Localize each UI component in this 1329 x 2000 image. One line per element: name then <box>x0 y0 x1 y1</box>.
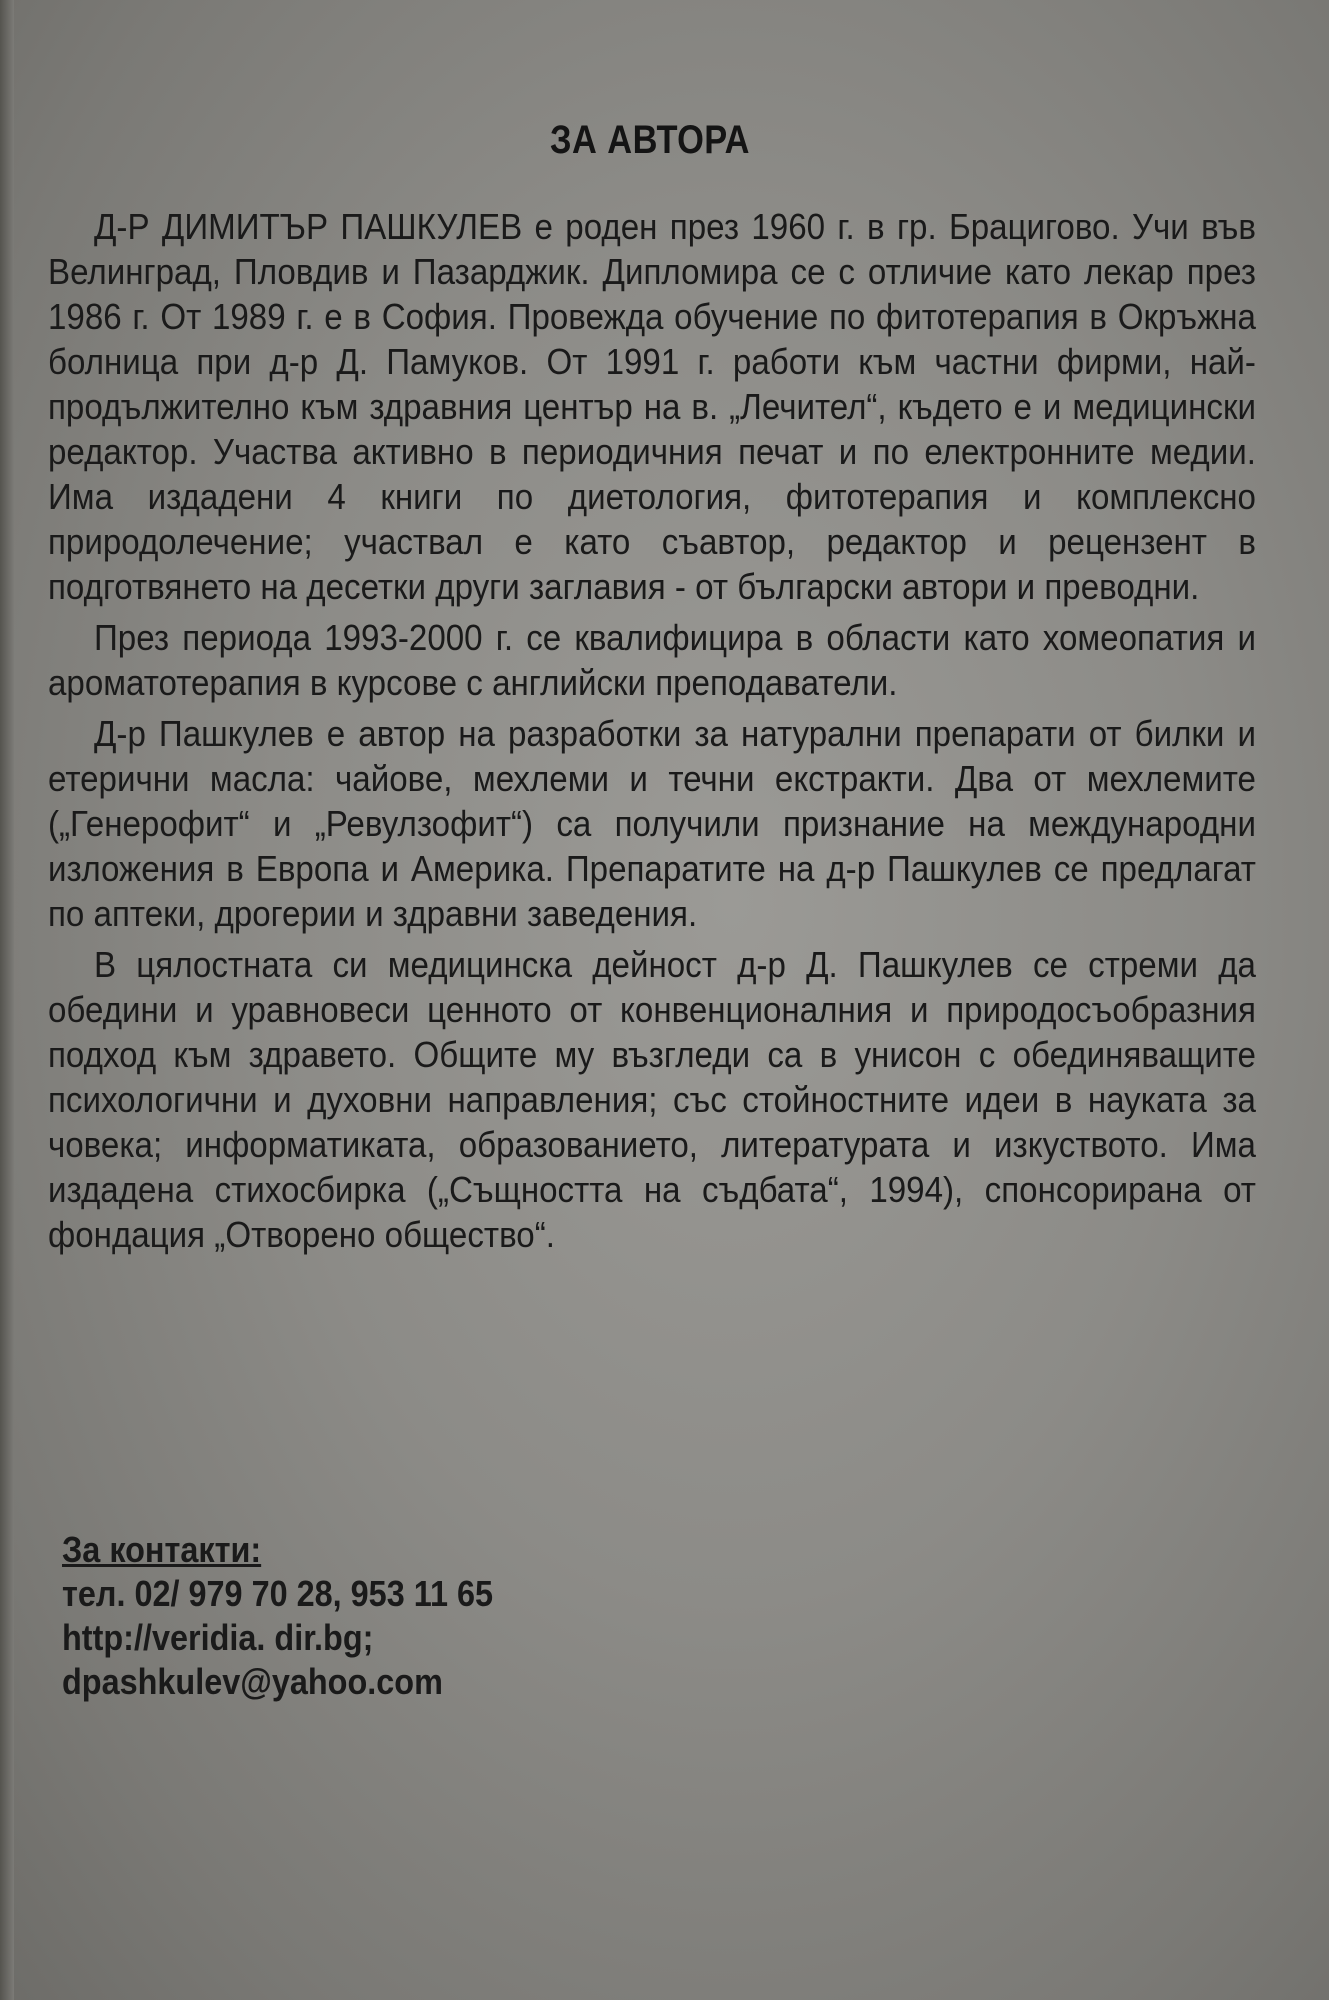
contacts-email: dpashkulev@yahoo.com <box>62 1661 443 1702</box>
page-edge <box>0 0 14 2000</box>
contacts-block <box>62 1528 493 1704</box>
bio-paragraph-1: Д-Р ДИМИТЪР ПАШКУЛЕВ е роден през 1960 г. в гр. Брацигово. Учи във Велинград, Пловдив и Пазарджик. Дипломира се с отличие като лекар през 1986 г. От 1989 г. е в София. Провежда обучение по фитотерапия в Окръжна болница при д-р Д. Памуков. От 1991 г. работи към частни фирми, най-продължително към здравния център на в. „Лечител“, където е и медицински редактор. Участва активно в периодичния печат и по електронните медии. Има издадени 4 книги по диетология, фитотерапия и комплексно природолечение; участвал е като съавтор, редактор и рецензент в подготвянето на десетки други заглавия - от български автори и преводни. <box>48 206 1256 607</box>
contacts-website: http://veridia. dir.bg; <box>62 1617 374 1658</box>
page-heading: ЗА АВТОРА <box>550 118 750 162</box>
contacts-phone: тел. 02/ 979 70 28, 953 11 65 <box>62 1573 494 1614</box>
contacts-title: За контакти: <box>62 1529 262 1570</box>
bio-paragraph-4: В цялостната си медицинска дейност д-р Д. Пашкулев се стреми да обедини и уравновеси ценното от конвенционалния и природосъобразния подход към здравето. Общите му възгледи са в унисон с обединяващите психологични и духовни направления; със стойностните идеи в науката за човека; информатиката, образованието, литературата и изкуството. Има издадена стихосбирка („Същността на съдбата“, 1994), спонсорирана от фондация „Отворено общество“. <box>48 944 1256 1255</box>
bio-paragraph-3: Д-р Пашкулев е автор на разработки за натурални препарати от билки и етерични масла: чайове, мехлеми и течни екстракти. Два от мехлемите („Генерофит“ и „Ревулзофит“) са получили признание на международни изложения в Европа и Америка. Препаратите на д-р Пашкулев се предлагат по аптеки, дрогерии и здравни заведения. <box>48 713 1256 934</box>
author-bio <box>48 204 1256 1263</box>
bio-paragraph-2: През периода 1993-2000 г. се квалифицира в области като хомеопатия и ароматотерапия в курсове с английски преподаватели. <box>48 617 1256 703</box>
